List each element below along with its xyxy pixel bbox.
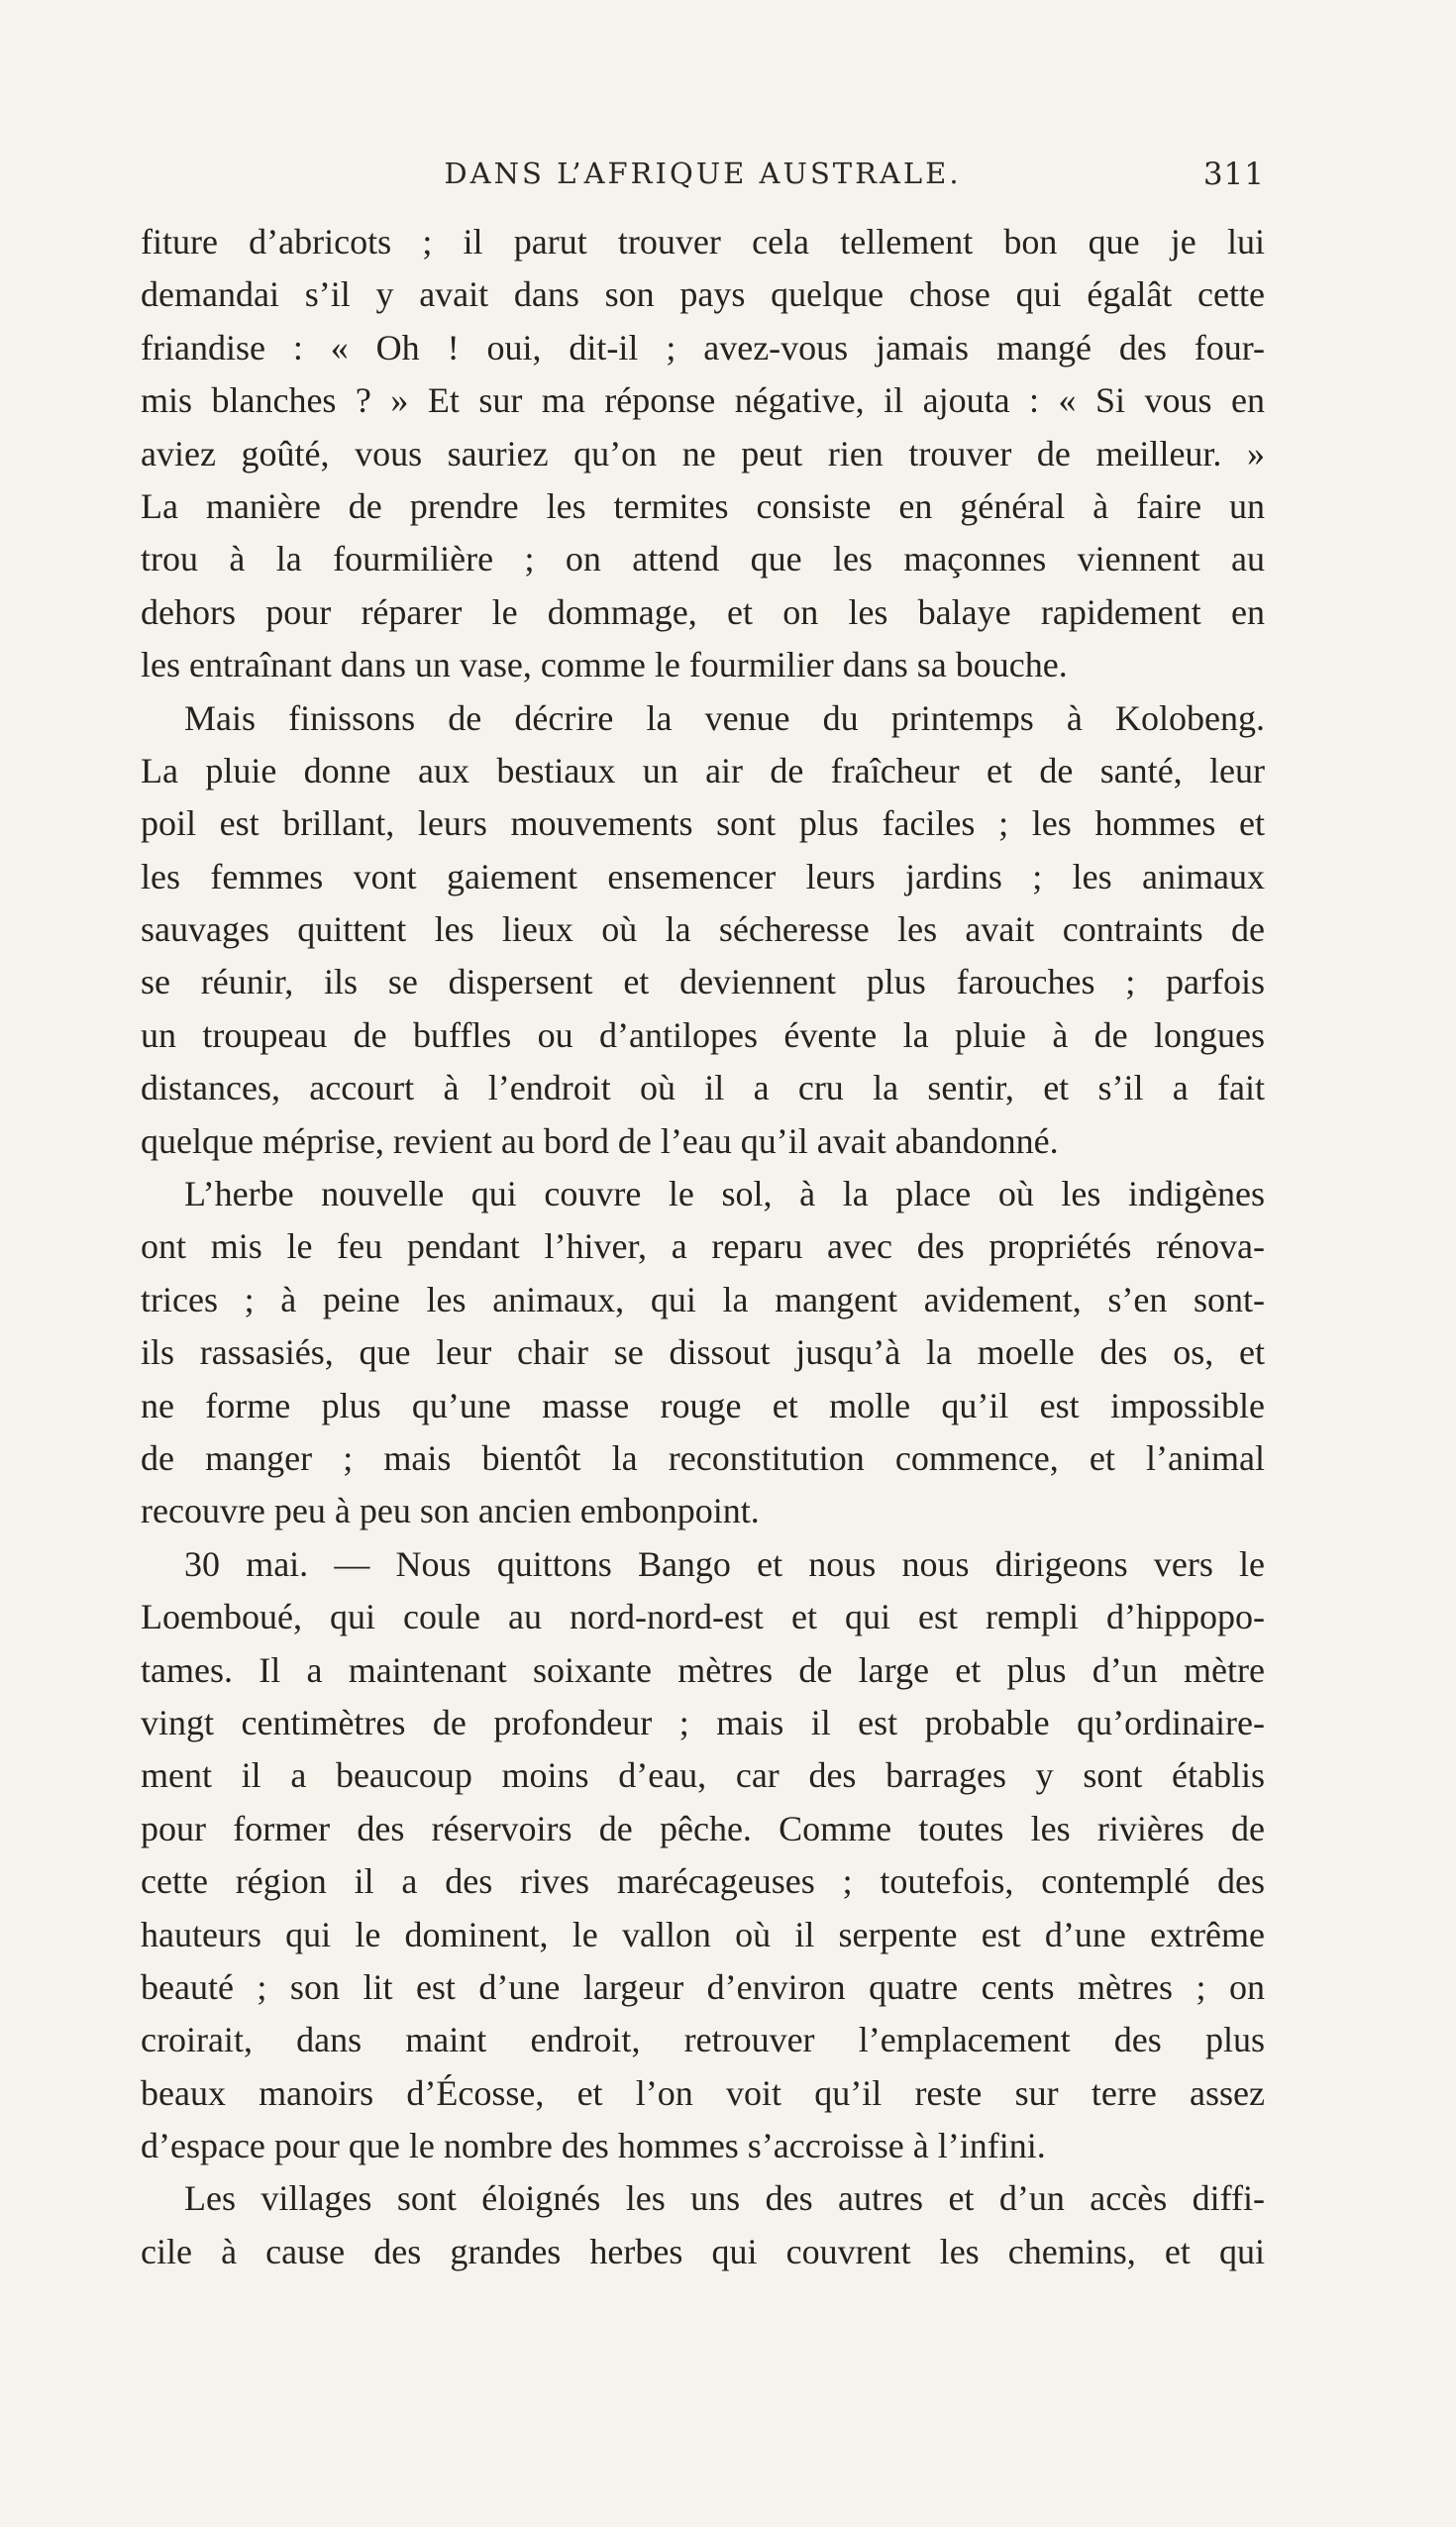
text-line: Mais finissons de décrire la venue du printemps à Kolobeng.: [184, 697, 1265, 738]
text-line: ment il a beaucoup moins d’eau, car des barrages y sont établis: [141, 1755, 1265, 1796]
running-head: [141, 157, 1265, 206]
text-line: les femmes vont gaiement ensemencer leurs jardins ; les animaux: [141, 856, 1265, 896]
text-line: se réunir, ils se dispersent et deviennent plus farouches ; parfois: [141, 962, 1265, 1002]
text-line: trices ; à peine les animaux, qui la mangent avidement, s’en sont-: [141, 1279, 1265, 1319]
text-line: recouvre peu à peu son ancien embonpoint.: [141, 1491, 760, 1531]
text-line: d’espace pour que le nombre des hommes s’accroisse à l’infini.: [141, 2126, 1046, 2166]
text-line: dehors pour réparer le dommage, et on les balaye rapidement en: [141, 591, 1265, 632]
text-line: friandise : « Oh ! oui, dit-il ; avez-vous jamais mangé des four-: [141, 327, 1265, 368]
text-line: ont mis le feu pendant l’hiver, a reparu avec des propriétés rénova-: [141, 1226, 1265, 1267]
text-line: pour former des réservoirs de pêche. Comme toutes les rivières de: [141, 1808, 1265, 1848]
text-line: La pluie donne aux bestiaux un air de fraîcheur et de santé, leur: [141, 750, 1265, 790]
text-line: tames. Il a maintenant soixante mètres de large et plus d’un mètre: [141, 1649, 1265, 1690]
text-line: ne forme plus qu’une masse rouge et molle qu’il est impossible: [141, 1385, 1265, 1425]
text-line: fiture d’abricots ; il parut trouver cela tellement bon que je lui: [141, 222, 1265, 262]
text-line: aviez goûté, vous sauriez qu’on ne peut rien trouver de meilleur. »: [141, 433, 1265, 474]
text-line: les entraînant dans un vase, comme le fourmilier dans sa bouche.: [141, 645, 1068, 685]
text-line: trou à la fourmilière ; on attend que les maçonnes viennent au: [141, 539, 1265, 579]
text-line: La manière de prendre les termites consiste en général à faire un: [141, 485, 1265, 526]
page-number: 311: [1202, 157, 1265, 192]
text-line: de manger ; mais bientôt la reconstitution commence, et l’animal: [141, 1437, 1265, 1478]
text-line: croirait, dans maint endroit, retrouver l’emplacement des plus: [141, 2020, 1265, 2060]
text-line: mis blanches ? » Et sur ma réponse négative, il ajouta : « Si vous en: [141, 380, 1265, 421]
text-line: cile à cause des grandes herbes qui couvrent les chemins, et qui: [141, 2231, 1265, 2271]
text-line: Les villages sont éloignés les uns des autres et d’un accès diffi-: [184, 2178, 1265, 2219]
text-line: ils rassasiés, que leur chair se dissout jusqu’à la moelle des os, et: [141, 1332, 1265, 1373]
text-line: Loemboué, qui coule au nord-nord-est et qui est rempli d’hippopo-: [141, 1597, 1265, 1637]
text-line: quelque méprise, revient au bord de l’eau qu’il avait abandonné.: [141, 1120, 1059, 1161]
text-line: demandai s’il y avait dans son pays quelque chose qui égalât cette: [141, 274, 1265, 315]
text-line: L’herbe nouvelle qui couvre le sol, à la place où les indigènes: [184, 1174, 1265, 1214]
text-line: 30 mai. — Nous quittons Bango et nous nous dirigeons vers le: [184, 1543, 1265, 1584]
text-line: distances, accourt à l’endroit où il a cru la sentir, et s’il a fait: [141, 1068, 1265, 1108]
text-line: vingt centimètres de profondeur ; mais il est probable qu’ordinaire-: [141, 1702, 1265, 1742]
body-text: [141, 216, 1265, 2278]
text-line: un troupeau de buffles ou d’antilopes évente la pluie à de longues: [141, 1014, 1265, 1055]
text-line: beaux manoirs d’Écosse, et l’on voit qu’il reste sur terre assez: [141, 2072, 1265, 2113]
text-line: hauteurs qui le dominent, le vallon où il serpente est d’une extrême: [141, 1914, 1265, 1954]
text-line: poil est brillant, leurs mouvements sont plus faciles ; les hommes et: [141, 803, 1265, 844]
running-title: DANS L’AFRIQUE AUSTRALE.: [444, 157, 962, 190]
text-line: beauté ; son lit est d’une largeur d’environ quatre cents mètres ; on: [141, 1966, 1265, 2007]
text-line: sauvages quittent les lieux où la sécheresse les avait contraints de: [141, 909, 1265, 950]
text-line: cette région il a des rives marécageuses ; toutefois, contemplé des: [141, 1861, 1265, 1902]
